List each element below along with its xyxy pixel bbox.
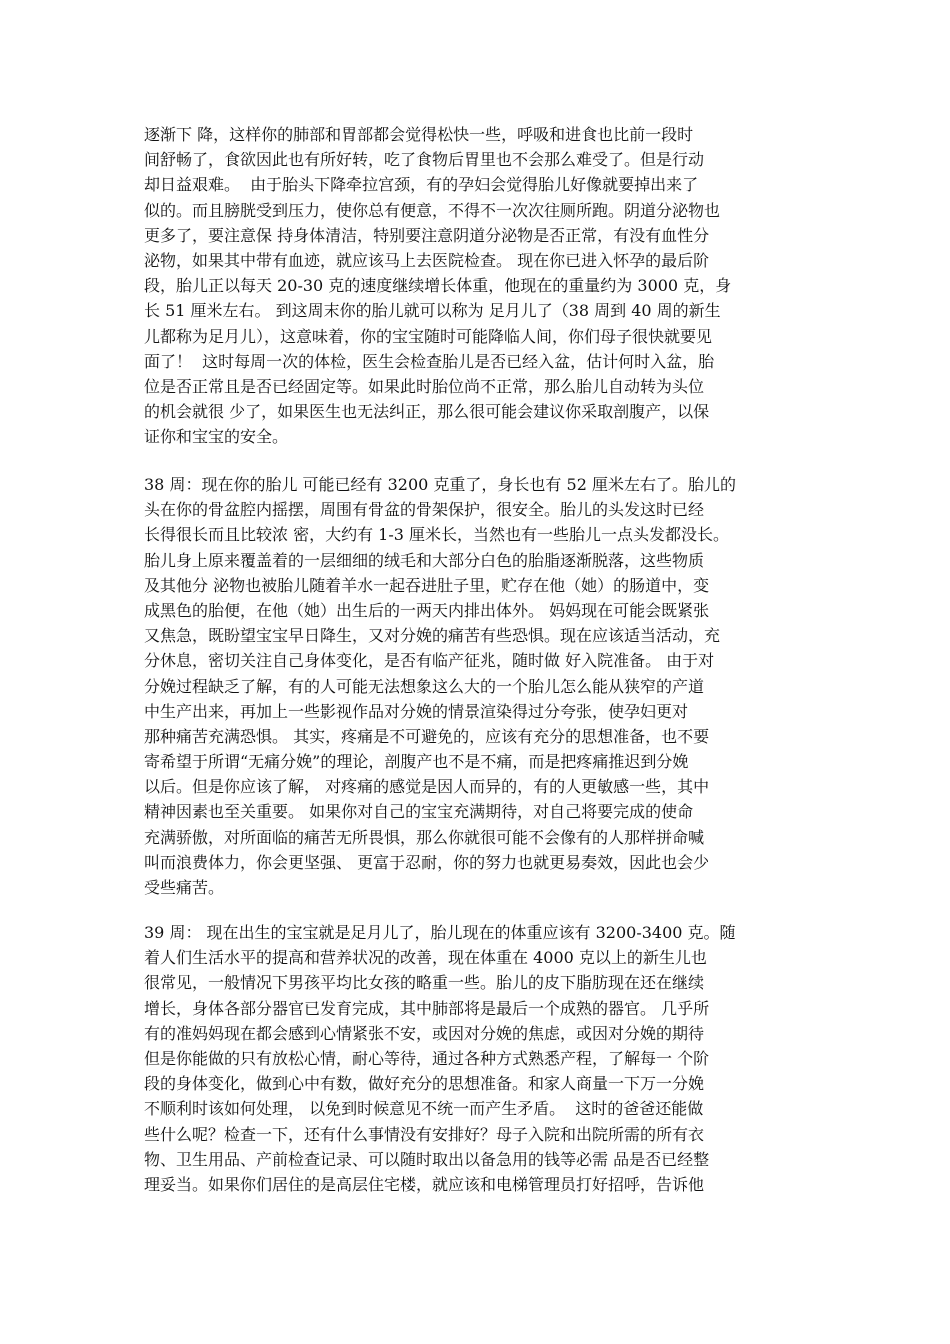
paragraph-38-weeks	[144, 472, 809, 900]
text-line: 物、卫生用品、产前检查记录、可以随时取出以备急用的钱等必需 品是否已经整	[144, 1149, 710, 1169]
text-line: 段的身体变化，做到心中有数，做好充分的思想准备。和家人商量一下万一分娩	[144, 1074, 705, 1094]
text-line: 那种痛苦充满恐惧。 其实，疼痛是不可避免的，应该有充分的思想准备，也不要	[144, 726, 710, 746]
text-line: 以后。但是你应该了解， 对疼痛的感觉是因人而异的，有的人更敏感一些，其中	[144, 777, 710, 797]
text-line: 中生产出来，再加上一些影视作品对分娩的情景渲染得过分夸张，使孕妇更对	[144, 701, 689, 721]
text-line: 有的准妈妈现在都会感到心情紧张不安，或因对分娩的焦虑，或因对分娩的期待	[144, 1023, 705, 1043]
text-line: 充满骄傲，对所面临的痛苦无所畏惧，那么你就很可能不会像有的人那样拼命喊	[144, 827, 705, 847]
text-line: 精神因素也至关重要。 如果你对自己的宝宝充满期待，对自己将要完成的使命	[144, 802, 694, 822]
text-line: 胎儿身上原来覆盖着的一层细细的绒毛和大部分白色的胎脂逐渐脱落，这些物质	[144, 550, 705, 570]
text-line: 受些痛苦。	[144, 878, 225, 897]
text-line: 成黑色的胎便，在他（她）出生后的一两天内排出体外。 妈妈现在可能会既紧张	[144, 600, 710, 620]
text-line: 叫而浪费体力，你会更坚强、 更富于忍耐，你的努力也就更易奏效，因此也会少	[144, 852, 710, 872]
text-line: 长得很长而且比较浓 密，大约有 1-3 厘米长，当然也有一些胎儿一点头发都没长。	[144, 525, 730, 545]
text-line: 39 周： 现在出生的宝宝就是足月儿了，胎儿现在的体重应该有 3200-3400 克。随	[144, 923, 736, 942]
text-line: 间舒畅了，食欲因此也有所好转，吃了食物后胃里也不会那么难受了。但是行动	[144, 150, 705, 170]
text-line: 头在你的骨盆腔内摇摆，周围有骨盆的骨架保护，很安全。胎儿的头发这时已经	[144, 500, 705, 520]
text-line: 段，胎儿正以每天 20-30 克的速度继续增长体重，他现在的重量约为 3000 克，身	[144, 276, 732, 296]
text-line: 似的。而且膀胱受到压力，使你总有便意，不得不一次次往厕所跑。阴道分泌物也	[144, 200, 721, 220]
text-line: 面了！ 这时每周一次的体检，医生会检查胎儿是否已经入盆，估计何时入盆，胎	[144, 351, 715, 371]
text-line: 分娩过程缺乏了解，有的人可能无法想象这么大的一个胎儿怎么能从狭窄的产道	[144, 676, 705, 696]
text-line: 不顺利时该如何处理， 以免到时候意见不统一而产生矛盾。 这时的爸爸还能做	[144, 1099, 704, 1119]
text-line: 又焦急，既盼望宝宝早日降生，又对分娩的痛苦有些恐惧。现在应该适当活动，充	[144, 626, 721, 646]
text-line: 更多了，要注意保 持身体清洁，特别要注意阴道分泌物是否正常，有没有血性分	[144, 225, 710, 245]
paragraph-39-weeks	[144, 920, 809, 1197]
text-line: 长 51 厘米左右。 到这周末你的胎儿就可以称为 足月儿了（38 周到 40 周的新生	[144, 301, 721, 321]
paragraph-37-weeks	[144, 122, 809, 449]
text-line: 着人们生活水平的提高和营养状况的改善，现在体重在 4000 克以上的新生儿也	[144, 948, 707, 968]
text-line: 些什么呢？检查一下，还有什么事情没有安排好？母子入院和出院所需的所有衣	[144, 1124, 705, 1144]
text-line: 但是你能做的只有放松心情，耐心等待，通过各种方式熟悉产程，了解每一 个阶	[144, 1048, 710, 1068]
text-line: 分休息，密切关注自己身体变化，是否有临产征兆，随时做 好入院准备。 由于对	[144, 651, 715, 671]
text-line: 理妥当。如果你们居住的是高层住宅楼，就应该和电梯管理员打好招呼，告诉他	[144, 1174, 705, 1194]
text-line: 儿都称为足月儿），这意味着，你的宝宝随时可能降临人间，你们母子很快就要见	[144, 326, 713, 346]
text-line: 的机会就很 少了，如果医生也无法纠正，那么很可能会建议你采取剖腹产，以保	[144, 402, 710, 422]
text-line: 38 周：现在你的胎儿 可能已经有 3200 克重了，身长也有 52 厘米左右了。胎儿的	[144, 475, 736, 494]
text-line: 寄希望于所谓“无痛分娩”的理论，剖腹产也不是不痛，而是把疼痛推迟到分娩	[144, 752, 689, 772]
text-line: 泌物，如果其中带有血迹，就应该马上去医院检查。 现在你已进入怀孕的最后阶	[144, 250, 710, 270]
text-line: 很常见，一般情况下男孩平均比女孩的略重一些。胎儿的皮下脂肪现在还在继续	[144, 973, 705, 993]
text-line: 位是否正常且是否已经固定等。如果此时胎位尚不正常，那么胎儿自动转为头位	[144, 376, 705, 396]
text-line: 证你和宝宝的安全。	[144, 427, 289, 447]
text-line: 却日益艰难。 由于胎头下降牵拉宫颈，有的孕妇会觉得胎儿好像就要掉出来了	[144, 175, 699, 195]
text-line: 及其他分 泌物也被胎儿随着羊水一起吞进肚子里，贮存在他（她）的肠道中，变	[144, 575, 710, 595]
text-line: 逐渐下 降，这样你的肺部和胃部都会觉得松快一些，呼吸和进食也比前一段时	[144, 125, 694, 144]
text-line: 增长，身体各部分器官已发育完成，其中肺部将是最后一个成熟的器官。 几乎所	[144, 998, 710, 1018]
